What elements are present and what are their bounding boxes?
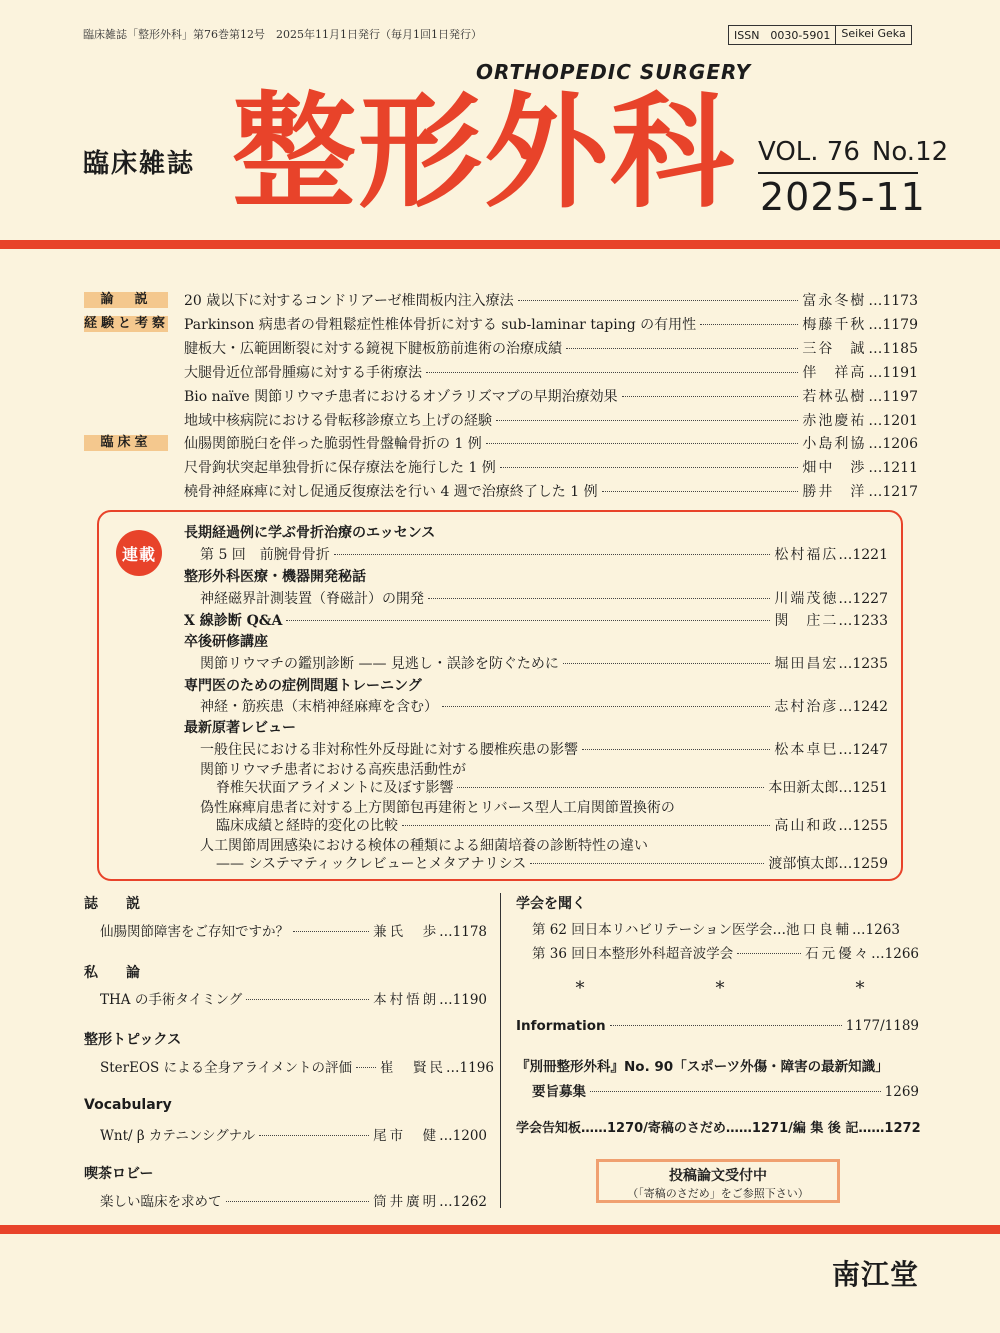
article-page: 1201	[882, 413, 918, 429]
serial-title: 神経磁界計測装置（脊磁計）の開発	[200, 591, 424, 607]
serial-title-line: 関節リウマチ患者における高疾患活動性が	[200, 762, 466, 778]
article-title: 20 歳以下に対するコンドリアーゼ椎間板内注入療法	[184, 293, 514, 309]
article-author: 梅藤千秋	[802, 317, 867, 333]
article-page: 1217	[882, 484, 918, 500]
article-page: 1269	[884, 1084, 919, 1100]
serial-heading: 卒後研修講座	[184, 634, 268, 650]
serial-author: 川端茂徳	[774, 591, 839, 607]
toc-entry[interactable]: SterEOS による全身アライメントの評価 崔 賢民 … 1196	[100, 1056, 487, 1076]
serial-title: 神経・筋疾患（末梢神経麻痺を含む）	[200, 699, 438, 715]
article-title: Wnt/ β カテニンシグナル	[100, 1128, 256, 1144]
serial-page: 1233	[852, 613, 888, 629]
serial-page: 1255	[852, 818, 888, 834]
category-label: 臨床室	[84, 435, 168, 451]
toc-entry[interactable]: 第 62 回日本リハビリテーション医学会 … 池口良輔 … 1263	[532, 918, 919, 938]
serial-author: 松村福広	[774, 547, 839, 563]
toc-entry[interactable]	[532, 1080, 919, 1100]
article-author: 勝井 洋	[802, 484, 867, 500]
serial-entry[interactable]: —— システマティックレビューとメタアナリシス 渡部慎太郎 … 1259	[216, 853, 888, 873]
publisher-logo: 南江堂	[832, 1258, 920, 1291]
article-title: 腱板大・広範囲断裂に対する鏡視下腱板筋前進術の治療成績	[184, 341, 562, 357]
article-author: 若林弘樹	[802, 389, 867, 405]
serial-title: 一般住民における非対称性外反母趾に対する腰椎疾患の影響	[200, 742, 578, 758]
toc-entry[interactable]: Bio naïve 関節リウマチ患者におけるオゾラリズマブの早期治療効果 若林弘樹 … 1197	[184, 386, 918, 406]
article-author: 池口良輔	[786, 922, 853, 938]
toc-entry[interactable]: THA の手術タイミング 本村悟朗 … 1190	[100, 988, 487, 1008]
conference-title: 第 36 回日本整形外科超音波学会	[532, 946, 734, 962]
serial-author: 志村治彦	[774, 699, 839, 715]
serial-author: 関 庄二	[774, 613, 839, 629]
toc-entry[interactable]: 20 歳以下に対するコンドリアーゼ椎間板内注入療法 富永冬樹 … 1173	[184, 290, 918, 310]
serial-author: 松本卓巳	[774, 742, 839, 758]
toc-entry[interactable]: 橈骨神経麻痺に対し促通反復療法を行い 4 週で治療終了した 1 例 勝井 洋 … 1217	[184, 481, 918, 501]
issue-number: No.12	[871, 137, 949, 167]
serial-heading: 最新原著レビュー	[184, 720, 296, 736]
article-page: 1211	[882, 460, 918, 476]
section-heading: 学会を聞く	[516, 896, 586, 912]
toc-entry[interactable]: 地域中核病院における骨転移診療立ち上げの経験 赤池慶祐 … 1201	[184, 410, 918, 430]
article-page: 1196	[459, 1060, 494, 1076]
toc-entry[interactable]: Wnt/ β カテニンシグナル 尾市 健 … 1200	[100, 1124, 487, 1144]
issn-box	[728, 25, 912, 45]
serial-entry[interactable]: 一般住民における非対称性外反母趾に対する腰椎疾患の影響 松本卓巳 … 1247	[200, 739, 888, 759]
article-author: 兼氏 歩	[373, 924, 440, 940]
article-page: 1206	[882, 436, 918, 452]
serial-author: 高山和政	[774, 818, 839, 834]
column-divider	[500, 893, 501, 1208]
serial-entry[interactable]: X 線診断 Q&A 関 庄二 … 1233	[184, 610, 888, 630]
article-page: 1263	[865, 922, 900, 938]
article-author: 尾市 健	[373, 1128, 440, 1144]
toc-entry[interactable]: 尺骨鉤状突起単独骨折に保存療法を施行した 1 例 畑中 渉 … 1211	[184, 457, 918, 477]
article-title: Bio naïve 関節リウマチ患者におけるオゾラリズマブの早期治療効果	[184, 389, 618, 405]
article-author: 富永冬樹	[802, 293, 867, 309]
article-author: 赤池慶祐	[802, 413, 867, 429]
serial-title: 関節リウマチの鑑別診断 —— 見逃し・誤診を防ぐために	[200, 656, 559, 672]
serial-author: 渡部慎太郎	[768, 856, 839, 872]
article-author: 本村悟朗	[373, 992, 440, 1008]
article-author: 小島利協	[802, 436, 867, 452]
toc-entry[interactable]: 大腿骨近位部骨腫瘍に対する手術療法 伴 祥高 … 1191	[184, 362, 918, 382]
toc-entry[interactable]: 第 36 回日本整形外科超音波学会 石元優々 … 1266	[532, 942, 919, 962]
serial-page: 1251	[852, 780, 888, 796]
toc-entry[interactable]	[516, 1018, 919, 1034]
section-heading: 誌 説	[84, 896, 140, 912]
top-red-bar	[0, 240, 1000, 249]
journal-kicker: 臨床雑誌	[83, 149, 196, 179]
article-page: 1179	[882, 317, 918, 333]
english-title: ORTHOPEDIC SURGERY	[476, 60, 752, 84]
article-page: 1177/1189	[845, 1018, 919, 1034]
serial-heading: 長期経過例に学ぶ骨折治療のエッセンス	[184, 525, 436, 541]
serial-entry[interactable]: 臨床成績と経時的変化の比較 高山和政 … 1255	[216, 815, 888, 835]
article-author: 畑中 渉	[802, 460, 867, 476]
serial-entry[interactable]: 神経磁界計測装置（脊磁計）の開発 川端茂徳 … 1227	[200, 588, 888, 608]
serial-title: X 線診断 Q&A	[184, 613, 283, 629]
toc-entry[interactable]: 楽しい臨床を求めて 筒井廣明 … 1262	[100, 1190, 487, 1210]
misc-links[interactable]: 学会告知板……1270/寄稿のさだめ……1271/編 集 後 記……1272	[516, 1121, 921, 1136]
category-label: 経験と考察	[84, 316, 170, 331]
article-page: 1191	[882, 365, 918, 381]
serial-page: 1259	[852, 856, 888, 872]
article-title: 橈骨神経麻痺に対し促通反復療法を行い 4 週で治療終了した 1 例	[184, 484, 598, 500]
issue-date: 2025-11	[760, 175, 926, 219]
submission-notice	[596, 1159, 840, 1203]
article-title: 仙腸関節脱臼を伴った脆弱性骨盤輪骨折の 1 例	[184, 436, 482, 452]
issn-number: ISSN 0030-5901	[734, 29, 831, 42]
star: *	[715, 978, 725, 999]
information-title: Information	[516, 1018, 606, 1034]
serial-title: —— システマティックレビューとメタアナリシス	[216, 856, 527, 872]
toc-entry[interactable]: 仙腸関節脱臼を伴った脆弱性骨盤輪骨折の 1 例 小島利協 … 1206	[184, 433, 918, 453]
serial-heading: 専門医のための症例問題トレーニング	[184, 678, 422, 694]
serial-page: 1242	[852, 699, 888, 715]
star: *	[575, 978, 585, 999]
article-page: 1185	[882, 341, 918, 357]
star: *	[855, 978, 865, 999]
article-title: 尺骨鉤状突起単独骨折に保存療法を施行した 1 例	[184, 460, 496, 476]
toc-entry[interactable]: 仙腸関節障害をご存知ですか？ 兼氏 歩 … 1178	[100, 920, 487, 940]
bessatsu-subtitle: 要旨募集	[532, 1084, 586, 1100]
serial-heading: 整形外科医療・機器開発秘話	[184, 569, 366, 585]
serial-entry[interactable]: 関節リウマチの鑑別診断 —— 見逃し・誤診を防ぐために 堀田昌宏 … 1235	[200, 653, 888, 673]
volume: VOL. 76	[758, 137, 860, 167]
article-page: 1266	[884, 946, 919, 962]
article-page: 1262	[452, 1194, 487, 1210]
publication-info: 臨床雑誌「整形外科」第76巻第12号 2025年11月1日発行（毎月1回1日発行）	[83, 28, 482, 41]
serial-title: 臨床成績と経時的変化の比較	[216, 818, 398, 834]
article-page: 1173	[882, 293, 918, 309]
section-heading: 整形トピックス	[84, 1032, 182, 1048]
separator-stars	[560, 978, 880, 999]
article-title: 地域中核病院における骨転移診療立ち上げの経験	[184, 413, 492, 429]
bottom-red-bar	[0, 1225, 1000, 1234]
article-author: 伴 祥高	[802, 365, 867, 381]
article-title: THA の手術タイミング	[100, 992, 243, 1008]
article-title: 楽しい臨床を求めて	[100, 1194, 222, 1210]
volume-divider	[758, 172, 918, 174]
article-title: Parkinson 病患者の骨粗鬆症性椎体骨折に対する sub-laminar taping の有用性	[184, 317, 697, 333]
article-author: 筒井廣明	[373, 1194, 440, 1210]
serial-title: 第 5 回 前腕骨骨折	[200, 547, 330, 563]
article-author: 三谷 誠	[802, 341, 867, 357]
serial-page: 1221	[852, 547, 888, 563]
article-page: 1190	[452, 992, 487, 1008]
serial-entry[interactable]: 脊椎矢状面アライメントに及ぼす影響 本田新太郎 … 1251	[216, 777, 888, 797]
toc-entry[interactable]: 腱板大・広範囲断裂に対する鏡視下腱板筋前進術の治療成績 三谷 誠 … 1185	[184, 338, 918, 358]
conference-title: 第 62 回日本リハビリテーション医学会	[532, 922, 773, 938]
section-heading: 私 論	[84, 965, 140, 981]
notice-title: 投稿論文受付中	[669, 1168, 767, 1184]
article-page: 1200	[452, 1128, 487, 1144]
toc-entry[interactable]: Parkinson 病患者の骨粗鬆症性椎体骨折に対する sub-laminar taping の有用性 梅藤千秋 … 1179	[184, 314, 918, 334]
issn-journal-name: Seikei Geka	[835, 26, 910, 44]
serial-author: 本田新太郎	[768, 780, 839, 796]
category-label: 論 説	[84, 292, 168, 308]
serial-title: 脊椎矢状面アライメントに及ぼす影響	[216, 780, 454, 796]
serial-page: 1235	[852, 656, 888, 672]
serial-title-line: 人工関節周囲感染における検体の種類による細菌培養の診断特性の違い	[200, 838, 648, 854]
journal-title: 整形外科	[232, 81, 737, 225]
article-title: SterEOS による全身アライメントの評価	[100, 1060, 353, 1076]
serial-author: 堀田昌宏	[774, 656, 839, 672]
serial-page: 1227	[852, 591, 888, 607]
volume-number	[758, 137, 948, 167]
article-title: 大腿骨近位部骨腫瘍に対する手術療法	[184, 365, 422, 381]
serial-title-line: 偽性麻痺肩患者に対する上方関節包再建術とリバース型人工肩関節置換術の	[200, 800, 675, 816]
serial-entry[interactable]: 神経・筋疾患（末梢神経麻痺を含む） 志村治彦 … 1242	[200, 696, 888, 716]
serial-entry[interactable]: 第 5 回 前腕骨骨折 松村福広 … 1221	[200, 544, 888, 564]
article-author: 石元優々	[805, 946, 872, 962]
serial-badge: 連載	[116, 530, 162, 576]
bessatsu-title[interactable]: 『別冊整形外科』No. 90「スポーツ外傷・障害の最新知識」	[516, 1059, 889, 1075]
section-heading: 喫茶ロビー	[84, 1166, 154, 1182]
article-page: 1178	[452, 924, 487, 940]
article-author: 崔 賢民	[380, 1060, 447, 1076]
notice-subtitle: （「寄稿のさだめ」をご参照下さい）	[627, 1187, 809, 1200]
article-title: 仙腸関節障害をご存知ですか？	[100, 924, 289, 940]
article-page: 1197	[882, 389, 918, 405]
serial-page: 1247	[852, 742, 888, 758]
section-heading: Vocabulary	[84, 1097, 172, 1113]
